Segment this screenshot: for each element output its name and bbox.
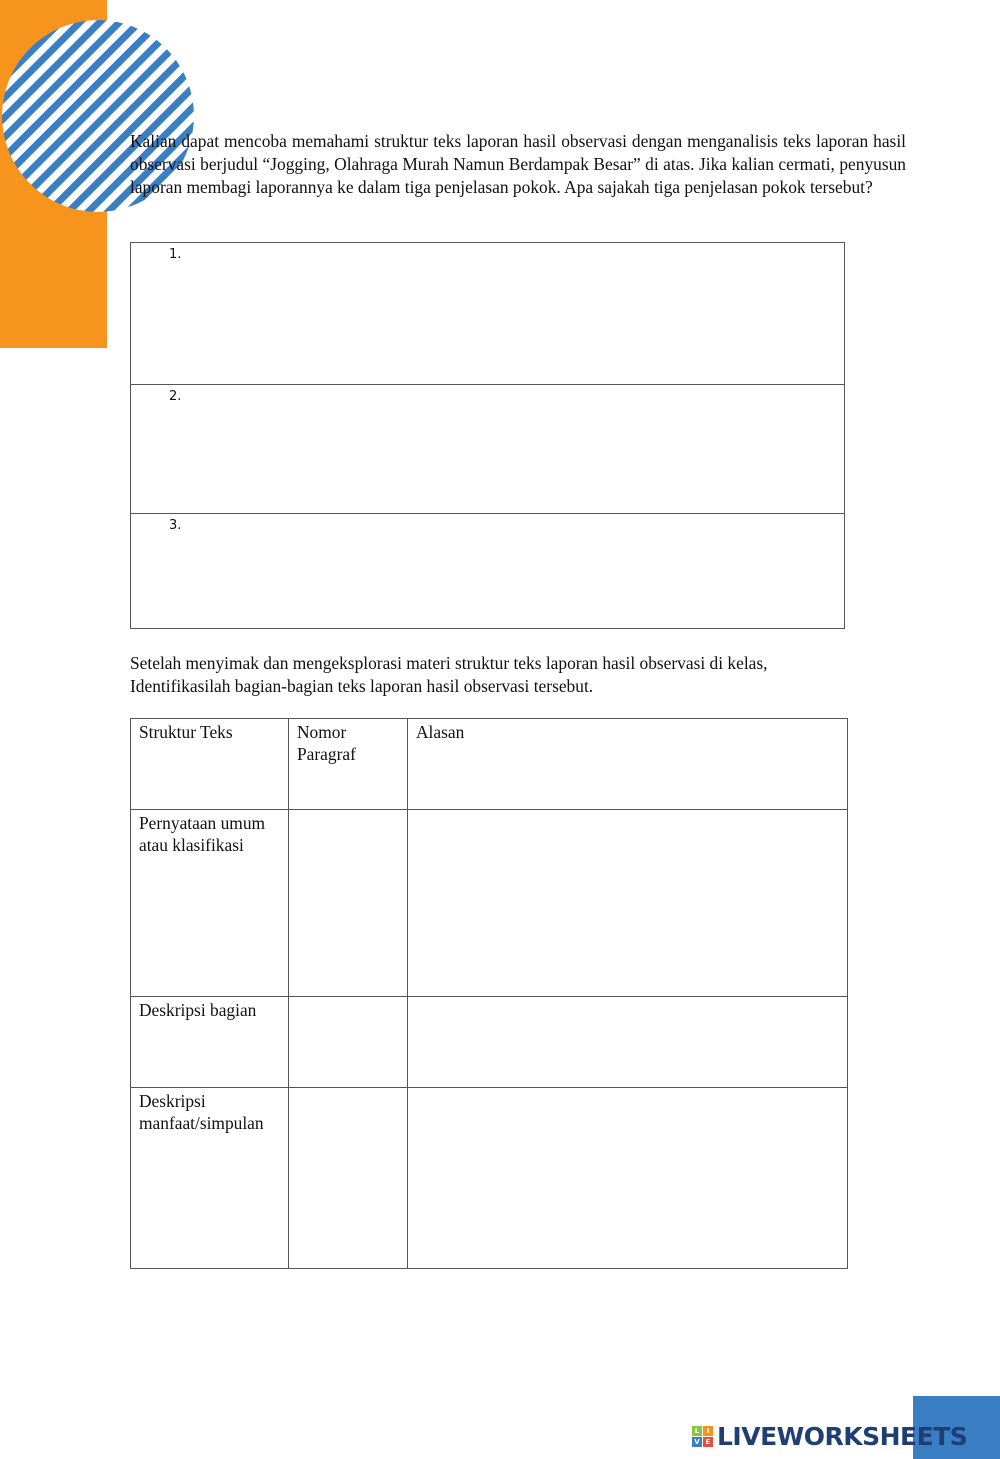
table-row bbox=[131, 810, 848, 997]
logo-letter: L bbox=[692, 1426, 702, 1436]
logo-letter: I bbox=[703, 1426, 713, 1436]
logo-letter: E bbox=[703, 1437, 713, 1447]
instruction-paragraph: Setelah menyimak dan mengeksplorasi materi struktur teks laporan hasil observasi di kelas, Identifikasilah bagian-bagian teks laporan hasil observasi tersebut. bbox=[130, 653, 768, 696]
paragraph-number-cell[interactable] bbox=[289, 1088, 408, 1269]
header-cell: Nomor Paragraf bbox=[289, 719, 408, 810]
table-header-row bbox=[131, 719, 848, 810]
liveworksheets-logo-icon bbox=[692, 1426, 713, 1447]
answer-number: 2. bbox=[169, 389, 182, 404]
reason-cell[interactable] bbox=[408, 997, 848, 1088]
brand-name: LIVEWORKSHEETS bbox=[717, 1421, 968, 1451]
header-cell: Struktur Teks bbox=[131, 719, 289, 810]
answer-row-1[interactable] bbox=[131, 243, 844, 385]
structure-cell: Pernyataan umum atau klasifikasi bbox=[131, 810, 289, 997]
intro-paragraph: Kalian dapat mencoba memahami struktur teks laporan hasil observasi dengan menganalisis teks laporan hasil observasi berjudul “Jogging, Olahraga Murah Namun Berdampak Besar” di atas. Jika kalian cermati, penyusun laporan membagi laporannya ke dalam tiga penjelasan pokok. Apa sajakah tiga penjelasan pokok tersebut? bbox=[130, 131, 906, 197]
answer-row-2[interactable] bbox=[131, 385, 844, 514]
paragraph-number-cell[interactable] bbox=[289, 810, 408, 997]
liveworksheets-brand bbox=[692, 1418, 967, 1454]
table-row bbox=[131, 997, 848, 1088]
header-cell: Alasan bbox=[408, 719, 848, 810]
reason-cell[interactable] bbox=[408, 1088, 848, 1269]
answer-number: 1. bbox=[169, 247, 182, 262]
paragraph-number-cell[interactable] bbox=[289, 997, 408, 1088]
structure-cell: Deskripsi manfaat/simpulan bbox=[131, 1088, 289, 1269]
logo-letter: V bbox=[692, 1437, 702, 1447]
answer-number: 3. bbox=[169, 518, 182, 533]
table-row bbox=[131, 1088, 848, 1269]
answer-box bbox=[130, 242, 845, 629]
structure-table bbox=[130, 718, 848, 1269]
reason-cell[interactable] bbox=[408, 810, 848, 997]
answer-row-3[interactable] bbox=[131, 514, 844, 629]
structure-cell: Deskripsi bagian bbox=[131, 997, 289, 1088]
